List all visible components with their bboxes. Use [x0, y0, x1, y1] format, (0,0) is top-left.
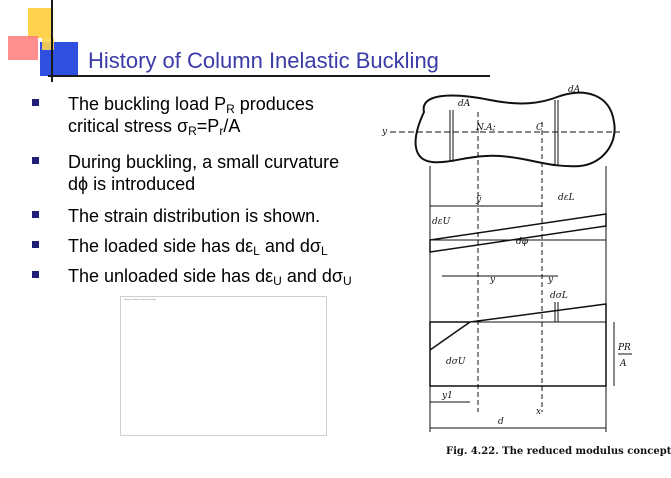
label-ds-u: dσU — [446, 357, 466, 367]
figure-caption: Fig. 4.22. The reduced modulus concept — [446, 446, 671, 457]
bullet-text: =P — [196, 116, 220, 136]
subscript: R — [188, 124, 197, 138]
bullet-text: The strain distribution is shown. — [68, 206, 321, 226]
label-x: x — [536, 407, 542, 417]
bullet-text: The buckling load P — [68, 94, 227, 114]
subscript: L — [321, 244, 328, 258]
thumbnail-title: History of Column Inelastic Buckling — [124, 299, 156, 301]
subscript: U — [273, 274, 282, 288]
bullet-marker-icon — [32, 271, 39, 278]
stress-unloaded-line — [430, 322, 470, 350]
subscript: U — [343, 274, 352, 288]
label-d: d — [498, 417, 504, 427]
bullet-text: produces — [234, 94, 314, 114]
bullet-marker-icon — [32, 241, 39, 248]
reduced-modulus-figure — [380, 82, 634, 444]
label-ybar: ȳ — [476, 195, 482, 205]
bullet-text: and dσ — [281, 266, 343, 286]
bullet-text: The unloaded side has dε — [68, 266, 274, 286]
bullet-text: critical stress σ — [68, 116, 189, 136]
subscript: R — [226, 102, 235, 116]
bullet-text: /A — [223, 116, 241, 136]
bullet-marker-icon — [32, 211, 39, 218]
bullet-text: and dσ — [259, 236, 321, 256]
label-y-axis: y — [382, 127, 388, 137]
bullet-marker-icon — [32, 157, 39, 164]
label-de-l: dεL — [558, 193, 575, 203]
label-y-right: y — [548, 275, 554, 285]
bullet-marker-icon — [32, 99, 39, 106]
slide-thumbnail — [120, 296, 327, 436]
label-da-left: dA — [458, 99, 471, 109]
label-y1: y1 — [442, 391, 453, 401]
bullet-text: During buckling, a small curvature — [68, 152, 340, 172]
label-a: A — [620, 359, 627, 369]
bullet-text: The loaded side has dε — [68, 236, 254, 256]
label-de-u: dεU — [432, 217, 451, 227]
bullet-text: dϕ is introduced — [68, 174, 196, 194]
cross-section-shape — [416, 93, 615, 167]
label-c: C — [536, 123, 543, 133]
subscript: L — [253, 244, 260, 258]
subscript: r — [219, 124, 224, 138]
stress-diagram — [430, 304, 606, 386]
label-da-right: dA — [568, 85, 581, 95]
label-ds-l: dσL — [550, 291, 568, 301]
label-pr: PR — [618, 343, 631, 353]
label-na: N.A; — [476, 123, 496, 133]
label-y-mid: y — [490, 275, 496, 285]
slide-title: History of Column Inelastic Buckling — [88, 48, 439, 73]
label-dphi: dφ — [516, 237, 529, 247]
